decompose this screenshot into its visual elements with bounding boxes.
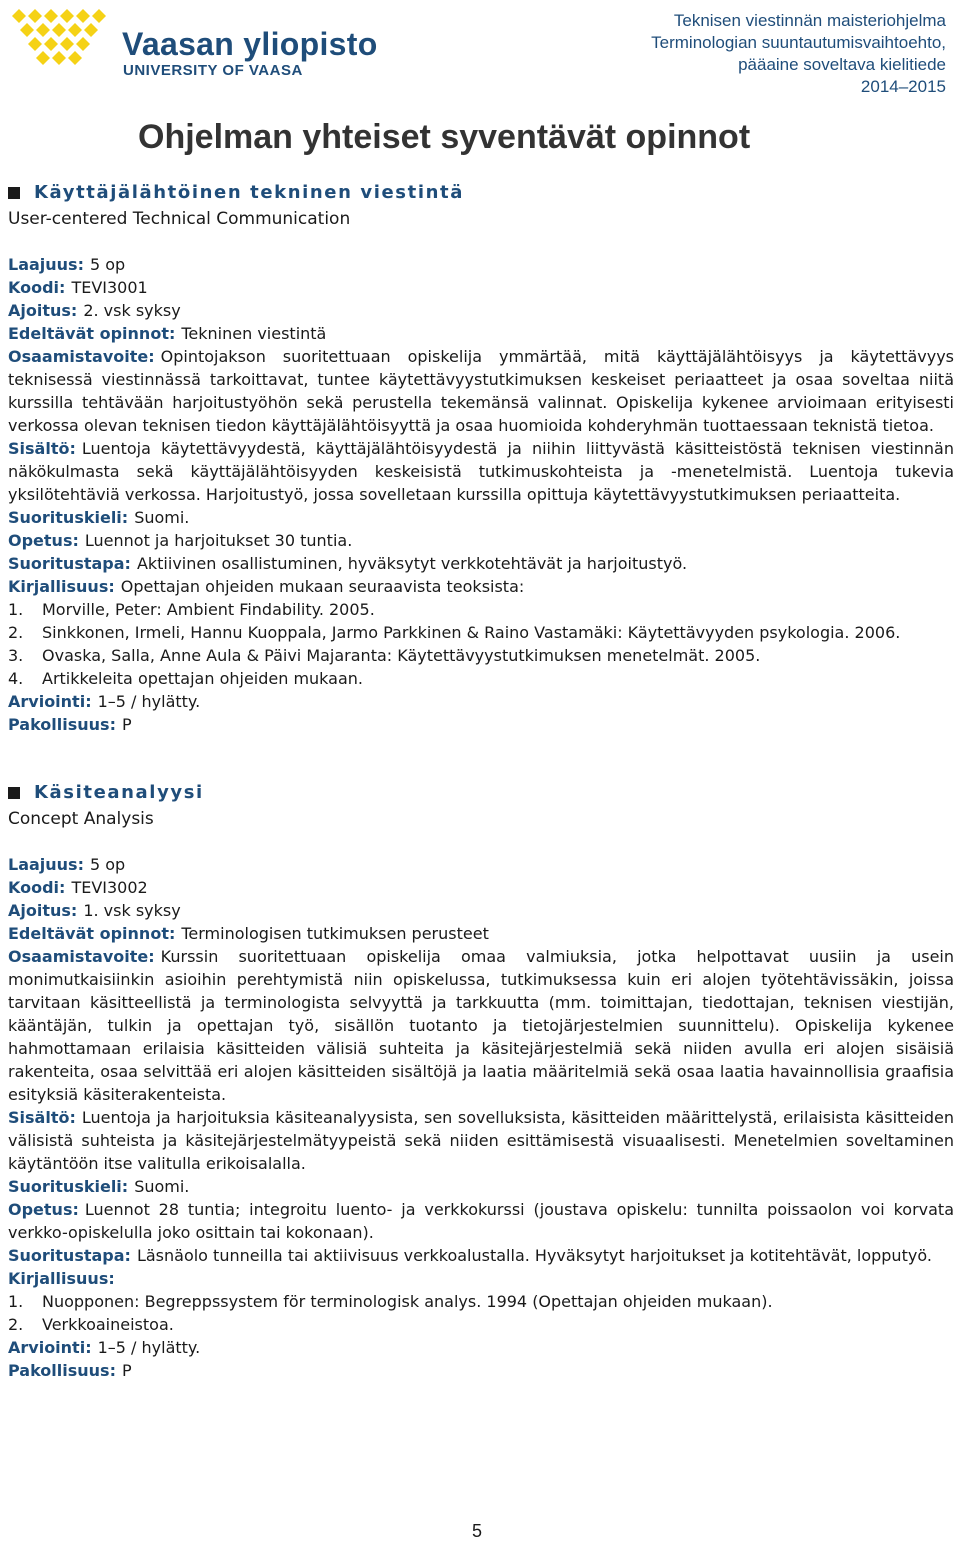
field-value: 5 op (89, 255, 126, 274)
course-field (8, 276, 954, 299)
course-title-text: Käyttäjälähtöinen tekninen viestintä (34, 182, 464, 203)
field-label: Opetus: (8, 1200, 79, 1219)
field-label: Edeltävät opinnot: (8, 324, 176, 343)
course-field (8, 437, 954, 506)
literature-text: Morville, Peter: Ambient Findability. 2005. (42, 600, 375, 619)
literature-number: 1. (8, 1292, 24, 1311)
field-label: Kirjallisuus: (8, 577, 115, 596)
academic-years: 2014–2015 (860, 77, 946, 96)
field-label: Edeltävät opinnot: (8, 924, 176, 943)
course-field (8, 690, 954, 713)
program-line-2: Terminologian suuntautumisvaihtoehto, (651, 33, 946, 52)
literature-item (8, 1290, 954, 1313)
literature-text: Ovaska, Salla, Anne Aula & Päivi Majaranta: Käytettävyystutkimuksen menetelmät. 2005. (42, 646, 761, 665)
field-value: 1. vsk syksy (83, 901, 181, 920)
course-field (8, 876, 954, 899)
field-value: Luentoja käytettävyydestä, käyttäjälähtöisyydestä ja niihin liittyvästä käsitteistöstä teknisen viestinnän näkökulmasta sekä käyttäjälähtöisyyden keskeisistä tutkimuskohteista ja -menetelmistä. Luentoja tukevia yksilötehtäviä verkossa. Harjoitustyö, jossa sovelletaan kurssilla opittuja käytettävyystutkimuksen periaatteita. (8, 439, 954, 504)
course-field (8, 945, 954, 1106)
course-field (8, 552, 954, 575)
course-field (8, 1336, 954, 1359)
square-bullet-icon (8, 787, 20, 799)
field-label: Suoritustapa: (8, 554, 131, 573)
course-title (8, 778, 954, 808)
field-value: Aktiivinen osallistuminen, hyväksytyt verkkotehtävät ja harjoitustyö. (136, 554, 688, 573)
field-label: Suoritustapa: (8, 1246, 131, 1265)
program-info (651, 10, 946, 98)
course-field (8, 299, 954, 322)
field-value: Suomi. (134, 1177, 190, 1196)
field-value: Luentoja ja harjoituksia käsiteanalyysista, sen sovelluksista, käsitteiden määrittelystä, erilaisista käsitteiden välisistä suhteista ja käsitejärjestelmätyypeistä sekä niiden esittämisestä visuaalisesti. Menetelmien soveltaminen käytäntöön itse valitulla erikoisalalla. (8, 1108, 954, 1173)
field-value: Luennot ja harjoitukset 30 tuntia. (84, 531, 353, 550)
literature-item (8, 644, 954, 667)
page-header (0, 0, 960, 110)
course-field (8, 253, 954, 276)
field-label: Ajoitus: (8, 901, 78, 920)
course-field (8, 713, 954, 736)
field-value: Opintojakson suoritettuaan opiskelija ymmärtää, mitä käyttäjälähtöisyys ja käytettävyys teknisessä viestinnässä tarkoittavat, tuntee käytettävyystutkimuksen keskeiset periaatteet ja osaa soveltaa niitä kurssilla tehtävään harjoitustyöhön sekä perustella tekemänsä valinnat. Opiskelija kykenee arvioimaan erityisesti verkossa olevan teknisen tiedon käyttäjälähtöisyyttä ja osaa huomioida kohderyhmän tuottaessaan teknistä tietoa. (8, 347, 954, 435)
field-label: Osaamistavoite: (8, 347, 155, 366)
field-label: Suorituskieli: (8, 1177, 129, 1196)
literature-number: 2. (8, 623, 24, 642)
field-value: 1–5 / hylätty. (97, 692, 201, 711)
square-bullet-icon (8, 187, 20, 199)
course-english-title: User-centered Technical Communication (8, 209, 351, 229)
course-field (8, 922, 954, 945)
literature-item (8, 621, 954, 644)
literature-number: 3. (8, 646, 24, 665)
field-value: Terminologisen tutkimuksen perusteet (181, 924, 489, 943)
course-field (8, 1106, 954, 1175)
course-field (8, 506, 954, 529)
field-value: 5 op (89, 855, 126, 874)
course-field (8, 575, 954, 598)
literature-list (8, 598, 954, 690)
university-name: Vaasan yliopisto (122, 26, 378, 62)
field-label: Ajoitus: (8, 301, 78, 320)
program-line-3: pääaine soveltava kielitiede (738, 55, 946, 74)
literature-number: 4. (8, 669, 24, 688)
course-english-title: Concept Analysis (8, 809, 154, 829)
course-field (8, 1359, 954, 1382)
course-field (8, 1198, 954, 1244)
literature-number: 2. (8, 1315, 24, 1334)
field-value: TEVI3002 (71, 878, 148, 897)
field-label: Opetus: (8, 531, 79, 550)
field-label: Koodi: (8, 878, 66, 897)
literature-item (8, 598, 954, 621)
course-section (8, 178, 954, 736)
page-number: 5 (472, 1521, 483, 1541)
course-title (8, 178, 954, 208)
field-label: Koodi: (8, 278, 66, 297)
course-title-text: Käsiteanalyysi (34, 782, 204, 803)
field-label: Laajuus: (8, 255, 84, 274)
field-label: Arviointi: (8, 692, 92, 711)
page-title: Ohjelman yhteiset syventävät opinnot (138, 118, 751, 156)
literature-text: Artikkeleita opettajan ohjeiden mukaan. (42, 669, 363, 688)
field-label: Sisältö: (8, 439, 76, 458)
literature-text: Sinkkonen, Irmeli, Hannu Kuoppala, Jarmo Parkkinen & Raino Vastamäki: Käytettävyyden psykologia. 2006. (42, 623, 901, 642)
field-label: Kirjallisuus: (8, 1269, 115, 1288)
course-field (8, 853, 954, 876)
course-field (8, 1244, 954, 1267)
field-value: P (121, 1361, 132, 1380)
course-field (8, 1267, 954, 1290)
university-name-english: UNIVERSITY OF VAASA (123, 62, 303, 79)
literature-text: Verkkoaineistoa. (42, 1315, 174, 1334)
course-field (8, 322, 954, 345)
course-field (8, 345, 954, 437)
course-section (8, 778, 954, 1382)
field-label: Arviointi: (8, 1338, 92, 1357)
field-value: Kurssin suoritettuaan opiskelija omaa valmiuksia, jotka helpottavat uusiin ja usein monimutkaisiinkin asioihin perehtymistä niin opiskelussa, tutkimuksessa kuin eri alojen työtehtävissäkin, joissa tarvitaan käsitteellistä ja terminologista selvyyttä ja tarkkuutta (mm. toimittajan, tiedottajan, teknisen viestijän, kääntäjän, tulkin ja opettajan työ, sisällön tuotanto ja tietojärjestelmien suunnittelu). Opiskelija kykenee hahmottamaan erilaisia käsitteiden välisiä suhteita ja käsitejärjestelmiä sekä niiden avulla eri alojen sisäisiä rakenteita, osaa selvittää eri alojen käsitteiden sisältöjä ja laatia määritelmiä sekä osaa laatia havainnollisia graafisia esityksiä käsiterakenteista. (8, 947, 954, 1104)
field-value: Opettajan ohjeiden mukaan seuraavista teoksista: (120, 577, 525, 596)
field-label: Pakollisuus: (8, 715, 116, 734)
field-label: Osaamistavoite: (8, 947, 155, 966)
field-label: Laajuus: (8, 855, 84, 874)
field-value: Läsnäolo tunneilla tai aktiivisuus verkkoalustalla. Hyväksytyt harjoitukset ja kotitehtävät, lopputyö. (136, 1246, 932, 1265)
course-field (8, 529, 954, 552)
field-label: Suorituskieli: (8, 508, 129, 527)
literature-text: Nuopponen: Begreppssystem för terminologisk analys. 1994 (Opettajan ohjeiden mukaan). (42, 1292, 773, 1311)
program-line-1: Teknisen viestinnän maisteriohjelma (673, 11, 946, 30)
course-field (8, 899, 954, 922)
field-label: Sisältö: (8, 1108, 76, 1127)
literature-number: 1. (8, 600, 24, 619)
course-field (8, 1175, 954, 1198)
field-value: Suomi. (134, 508, 190, 527)
field-value: TEVI3001 (71, 278, 148, 297)
field-value: 2. vsk syksy (83, 301, 181, 320)
field-value: Luennot 28 tuntia; integroitu luento- ja verkkokurssi (joustava opiskelu: tunnilta poissaolon voi korvata verkko-opiskelulla joko osittain tai kokonaan). (8, 1200, 954, 1242)
university-logo-icon (6, 8, 114, 72)
course-list (8, 178, 954, 1382)
field-value: Tekninen viestintä (181, 324, 327, 343)
literature-item (8, 1313, 954, 1336)
field-value: 1–5 / hylätty. (97, 1338, 201, 1357)
literature-item (8, 667, 954, 690)
field-label: Pakollisuus: (8, 1361, 116, 1380)
literature-list (8, 1290, 954, 1336)
field-value: P (121, 715, 132, 734)
